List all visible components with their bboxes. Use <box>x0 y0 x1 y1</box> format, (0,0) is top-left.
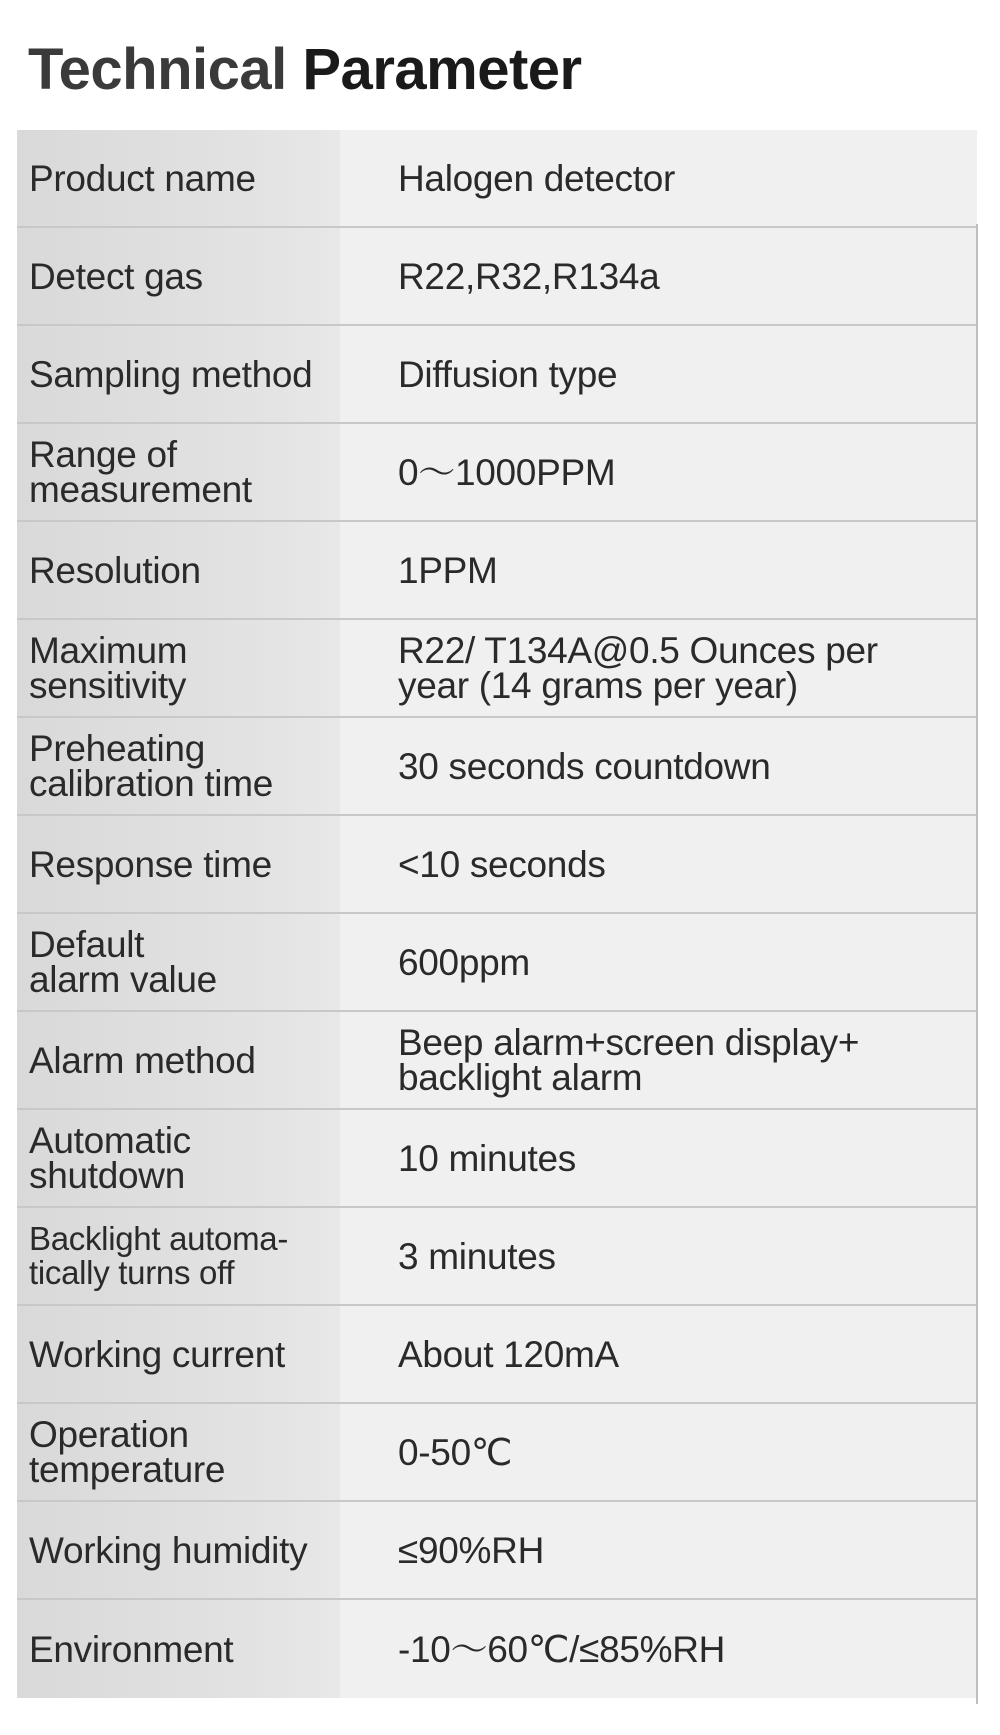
table-row <box>17 1502 977 1600</box>
row-label: Environment <box>17 1600 340 1698</box>
row-label: Working humidity <box>17 1502 340 1598</box>
table-row <box>17 130 977 228</box>
row-label: Default alarm value <box>17 914 340 1010</box>
table-row <box>17 1208 977 1306</box>
row-label: Sampling method <box>17 326 340 422</box>
row-value: Halogen detector <box>340 130 977 226</box>
row-value: 30 seconds countdown <box>340 718 977 814</box>
row-value: Beep alarm+screen display+ backlight alarm <box>340 1012 977 1108</box>
table-row <box>17 620 977 718</box>
row-value: -10～60℃/≤85%RH <box>340 1600 977 1698</box>
row-label: Alarm method <box>17 1012 340 1108</box>
row-label: Maximum sensitivity <box>17 620 340 716</box>
table-row <box>17 522 977 620</box>
row-value: 10 minutes <box>340 1110 977 1206</box>
row-value: 0～1000PPM <box>340 424 977 520</box>
page-title-part2: Parameter <box>302 37 582 102</box>
row-value: R22/ T134A@0.5 Ounces per year (14 grams per year) <box>340 620 977 716</box>
table-row <box>17 914 977 1012</box>
row-value: Diffusion type <box>340 326 977 422</box>
table-row <box>17 326 977 424</box>
table-row <box>17 1306 977 1404</box>
table-row <box>17 1012 977 1110</box>
table-row <box>17 1404 977 1502</box>
row-value: R22,R32,R134a <box>340 228 977 324</box>
page-title <box>28 38 582 102</box>
table-row <box>17 1600 977 1698</box>
row-label: Response time <box>17 816 340 912</box>
table-row <box>17 718 977 816</box>
table-right-border <box>976 224 978 1704</box>
row-value: 3 minutes <box>340 1208 977 1304</box>
spec-table <box>17 130 977 1698</box>
table-row <box>17 816 977 914</box>
table-row <box>17 1110 977 1208</box>
row-label: Automatic shutdown <box>17 1110 340 1206</box>
row-label: Working current <box>17 1306 340 1402</box>
row-value: 1PPM <box>340 522 977 618</box>
row-label: Range of measurement <box>17 424 340 520</box>
row-label: Preheating calibration time <box>17 718 340 814</box>
row-label: Resolution <box>17 522 340 618</box>
row-value: 0-50℃ <box>340 1404 977 1500</box>
row-value: <10 seconds <box>340 816 977 912</box>
row-value: About 120mA <box>340 1306 977 1402</box>
table-row <box>17 228 977 326</box>
page-title-part1: Technical <box>28 37 287 102</box>
row-label: Operation temperature <box>17 1404 340 1500</box>
row-label: Backlight automa- tically turns off <box>17 1208 340 1304</box>
table-row <box>17 424 977 522</box>
row-value: 600ppm <box>340 914 977 1010</box>
row-label: Detect gas <box>17 228 340 324</box>
row-value: ≤90%RH <box>340 1502 977 1598</box>
row-label: Product name <box>17 130 340 226</box>
